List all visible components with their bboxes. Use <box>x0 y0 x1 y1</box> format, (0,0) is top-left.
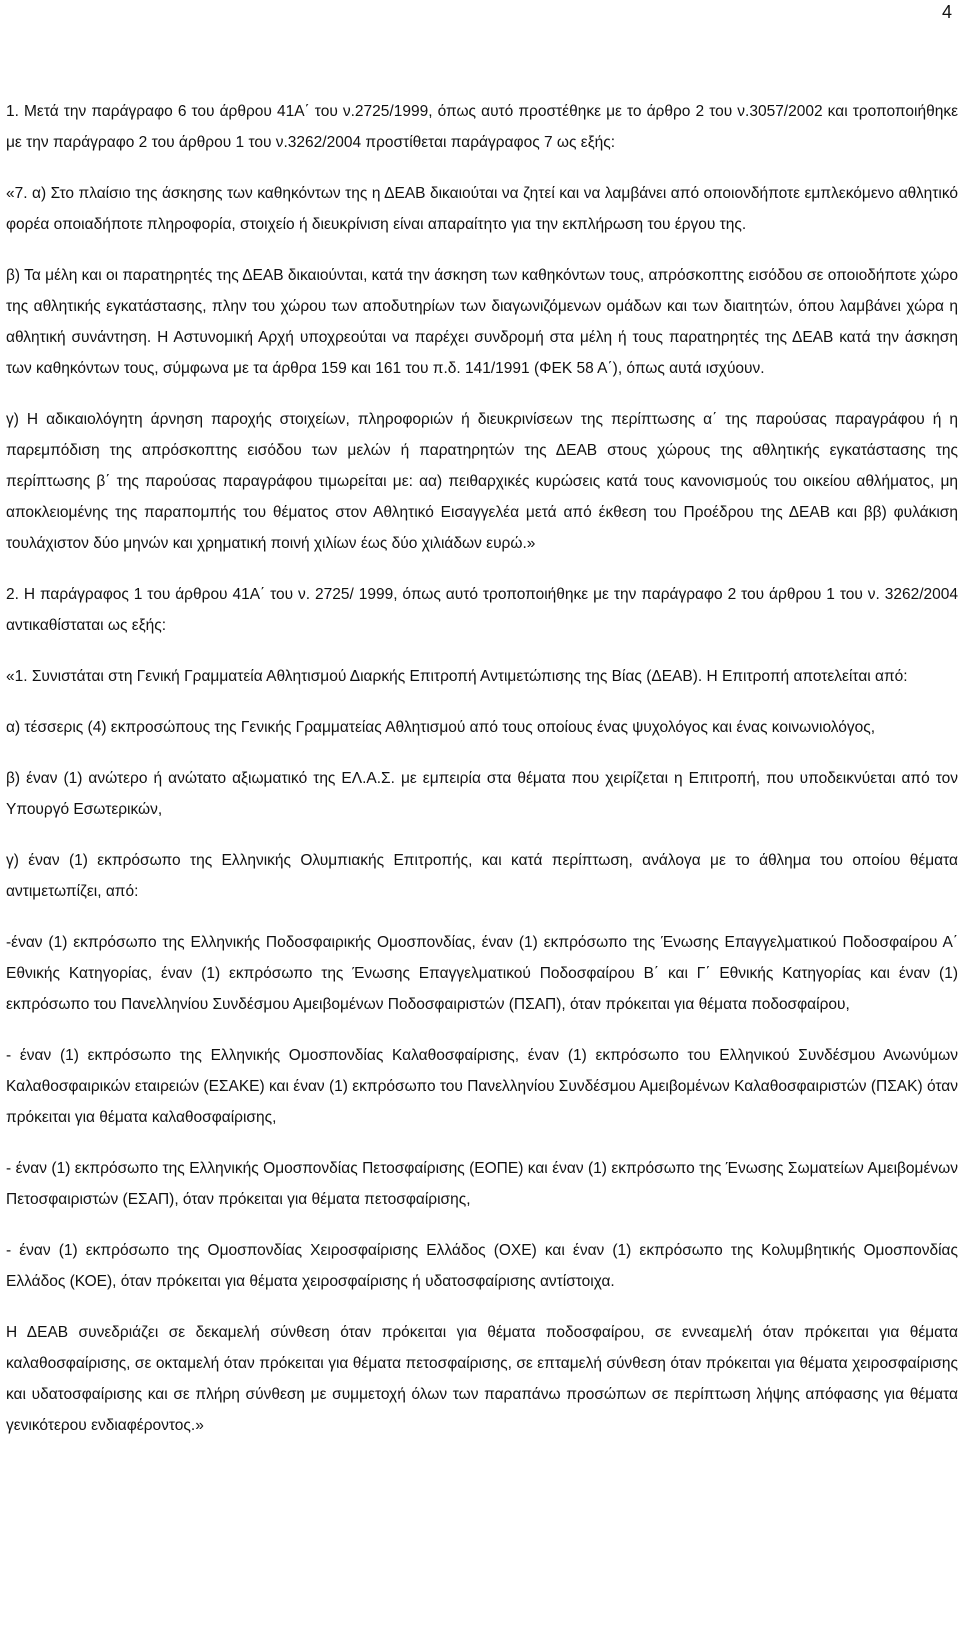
paragraph-11: - έναν (1) εκπρόσωπο της Ελληνικής Ομοσπονδίας Καλαθοσφαίρισης, έναν (1) εκπρόσωπο του Ελληνικού Συνδέσμου Ανωνύμων Καλαθοσφαιρικών εταιρειών (ΕΣΑΚΕ) και έναν (1) εκπρόσωπο του Πανελληνίου Συνδέσμου Αμειβομένων Καλαθοσφαιριστών (ΠΣΑΚ) όταν πρόκειται για θέματα καλαθοσφαίρισης, <box>6 1047 958 1126</box>
paragraph-2: «7. α) Στο πλαίσιο της άσκησης των καθηκόντων της η ΔΕΑΒ δικαιούται να ζητεί και να λαμβάνει από οποιονδήποτε εμπλεκόμενο αθλητικό φορέα οποιαδήποτε πληροφορία, στοιχείο ή διευκρίνιση είναι απαραίτητο για την εκπλήρωση του έργου της. <box>6 185 958 233</box>
paragraph-3: β) Τα μέλη και οι παρατηρητές της ΔΕΑΒ δικαιούνται, κατά την άσκηση των καθηκόντων τους, απρόσκοπτης εισόδου σε οποιοδήποτε χώρο της αθλητικής εγκατάστασης, πλην του χώρου των αποδυτηρίων των διαγωνιζόμενων ομάδων και των διαιτητών, όπου λαμβάνει χώρα η αθλητική συνάντηση. Η Αστυνομική Αρχή υποχρεούται να παρέχει συνδρομή στα μέλη ή τους παρατηρητές της ΔΕΑΒ κατά την άσκηση των καθηκόντων τους, σύμφωνα με τα άρθρα 159 και 161 του π.δ. 141/1991 (ΦΕΚ 58 Α΄), όπως αυτά ισχύουν. <box>6 267 958 377</box>
paragraph-12: - έναν (1) εκπρόσωπο της Ελληνικής Ομοσπονδίας Πετοσφαίρισης (ΕΟΠΕ) και έναν (1) εκπρόσωπο της Ένωσης Σωματείων Αμειβομένων Πετοσφαιριστών (ΕΣΑΠ), όταν πρόκειται για θέματα πετοσφαίρισης, <box>6 1160 958 1208</box>
document-body <box>6 96 958 1441</box>
paragraph-10: -έναν (1) εκπρόσωπο της Ελληνικής Ποδοσφαιρικής Ομοσπονδίας, έναν (1) εκπρόσωπο της Ένωσης Επαγγελματικού Ποδοσφαίρου Α΄ Εθνικής Κατηγορίας, έναν (1) εκπρόσωπο της Ένωσης Επαγγελματικού Ποδοσφαίρου Β΄ και Γ΄ Εθνικής Κατηγορίας και έναν (1) εκπρόσωπο του Πανελληνίου Συνδέσμου Αμειβομένων Ποδοσφαιριστών (ΠΣΑΠ), όταν πρόκειται για θέματα ποδοσφαίρου, <box>6 934 958 1013</box>
page-number: 4 <box>941 2 952 22</box>
paragraph-9: γ) έναν (1) εκπρόσωπο της Ελληνικής Ολυμπιακής Επιτροπής, και κατά περίπτωση, ανάλογα με το άθλημα του οποίου θέματα αντιμετωπίζει, από: <box>6 852 958 900</box>
paragraph-14: Η ΔΕΑΒ συνεδριάζει σε δεκαμελή σύνθεση όταν πρόκειται για θέματα ποδοσφαίρου, σε εννεαμελή όταν πρόκειται για θέματα καλαθοσφαίρισης, σε οκταμελή όταν πρόκειται για θέματα πετοσφαίρισης, σε επταμελή σύνθεση όταν πρόκειται για θέματα χειροσφαίρισης και υδατοσφαίρισης και σε πλήρη σύνθεση με συμμετοχή όλων των παραπάνω προσώπων σε περίπτωση λήψης απόφασης για θέματα γενικότερου ενδιαφέροντος.» <box>6 1324 958 1434</box>
paragraph-5: 2. Η παράγραφος 1 του άρθρου 41Α΄ του ν. 2725/ 1999, όπως αυτό τροποποιήθηκε με την παράγραφο 2 του άρθρου 1 του ν. 3262/2004 αντικαθίσταται ως εξής: <box>6 586 958 634</box>
paragraph-6: «1. Συνιστάται στη Γενική Γραμματεία Αθλητισμού Διαρκής Επιτροπή Αντιμετώπισης της Βίας (ΔΕΑΒ). Η Επιτροπή αποτελείται από: <box>6 668 908 685</box>
paragraph-4: γ) Η αδικαιολόγητη άρνηση παροχής στοιχείων, πληροφοριών ή διευκρινίσεων της περίπτωσης α΄ της παρούσας παραγράφου ή η παρεμπόδιση της απρόσκοπτης εισόδου των μελών ή παρατηρητών της ΔΕΑΒ στους χώρους της αθλητικής εγκατάστασης της περίπτωσης β΄ της παρούσας παραγράφου τιμωρείται με: αα) πειθαρχικές κυρώσεις κατά τους κανονισμούς του οικείου αθλήματος, μη αποκλειομένης της παραπομπής του θέματος στον Αθλητικό Εισαγγελέα μετά από έκθεση του Προέδρου της ΔΕΑΒ και ββ) φυλάκιση τουλάχιστον δύο μηνών και χρηματική ποινή χιλίων έως δύο χιλιάδων ευρώ.» <box>6 411 958 552</box>
paragraph-7: α) τέσσερις (4) εκπροσώπους της Γενικής Γραμματείας Αθλητισμού από τους οποίους ένας ψυχολόγος και ένας κοινωνιολόγος, <box>6 719 876 736</box>
paragraph-8: β) έναν (1) ανώτερο ή ανώτατο αξιωματικό της ΕΛ.Α.Σ. με εμπειρία στα θέματα που χειρίζεται η Επιτροπή, που υποδεικνύεται από τον Υπουργό Εσωτερικών, <box>6 770 958 818</box>
paragraph-1: 1. Μετά την παράγραφο 6 του άρθρου 41Α΄ του ν.2725/1999, όπως αυτό προστέθηκε με το άρθρο 2 του ν.3057/2002 και τροποποιήθηκε με την παράγραφο 2 του άρθρου 1 του ν.3262/2004 προστίθεται παράγραφος 7 ως εξής: <box>6 103 958 151</box>
paragraph-13: - έναν (1) εκπρόσωπο της Ομοσπονδίας Χειροσφαίρισης Ελλάδος (ΟΧΕ) και έναν (1) εκπρόσωπο της Κολυμβητικής Ομοσπονδίας Ελλάδος (ΚΟΕ), όταν πρόκειται για θέματα χειροσφαίρισης ή υδατοσφαίρισης αντίστοιχα. <box>6 1242 958 1290</box>
